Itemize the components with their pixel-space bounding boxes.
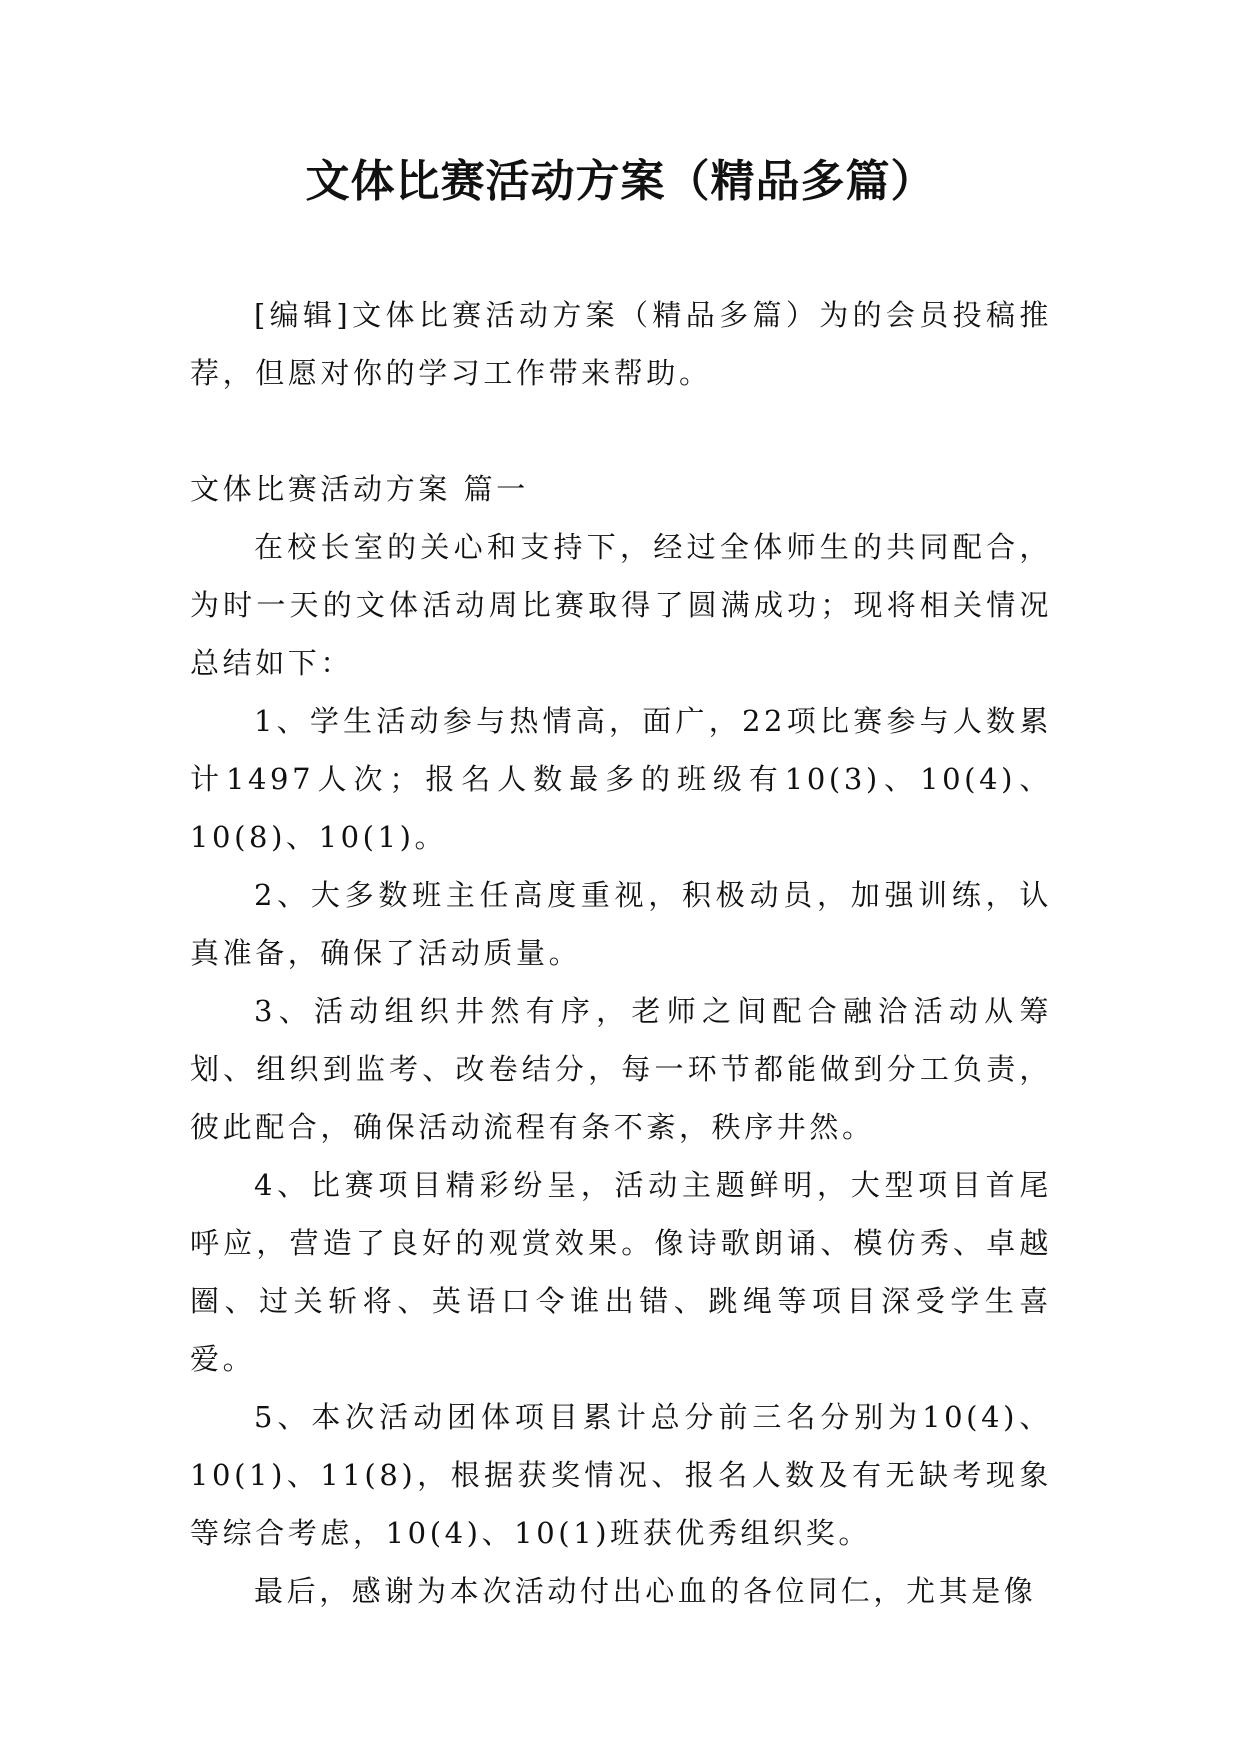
intro-paragraph: [编辑]文体比赛活动方案（精品多篇）为的会员投稿推荐，但愿对你的学习工作带来帮助。 bbox=[190, 298, 1052, 390]
body-paragraph-1: 在校长室的关心和支持下，经过全体师生的共同配合，为时一天的文体活动周比赛取得了圆满成功；现将相关情况总结如下： bbox=[190, 530, 1052, 680]
document-title: 文体比赛活动方案（精品多篇） bbox=[305, 156, 936, 207]
body-paragraph-7: 最后，感谢为本次活动付出心血的各位同仁，尤其是像 bbox=[254, 1574, 1037, 1608]
section-heading: 文体比赛活动方案 篇一 bbox=[190, 472, 529, 506]
body-paragraph-6: 5、本次活动团体项目累计总分前三名分别为10(4)、10(1)、11(8)，根据获奖情况、报名人数及有无缺考现象等综合考虑，10(4)、10(1)班获优秀组织奖。 bbox=[190, 1400, 1052, 1550]
body-paragraph-2: 1、学生活动参与热情高，面广，22项比赛参与人数累计1497人次；报名人数最多的班级有10(3)、10(4)、10(8)、10(1)。 bbox=[190, 704, 1052, 854]
document-body bbox=[190, 286, 1052, 1620]
body-paragraph-3: 2、大多数班主任高度重视，积极动员，加强训练，认真准备，确保了活动质量。 bbox=[190, 878, 1052, 970]
body-paragraph-4: 3、活动组织井然有序，老师之间配合融洽活动从筹划、组织到监考、改卷结分，每一环节都能做到分工负责，彼此配合，确保活动流程有条不紊，秩序井然。 bbox=[190, 994, 1052, 1144]
body-paragraph-5: 4、比赛项目精彩纷呈，活动主题鲜明，大型项目首尾呼应，营造了良好的观赏效果。像诗歌朗诵、模仿秀、卓越圈、过关斩将、英语口令谁出错、跳绳等项目深受学生喜爱。 bbox=[190, 1168, 1052, 1376]
